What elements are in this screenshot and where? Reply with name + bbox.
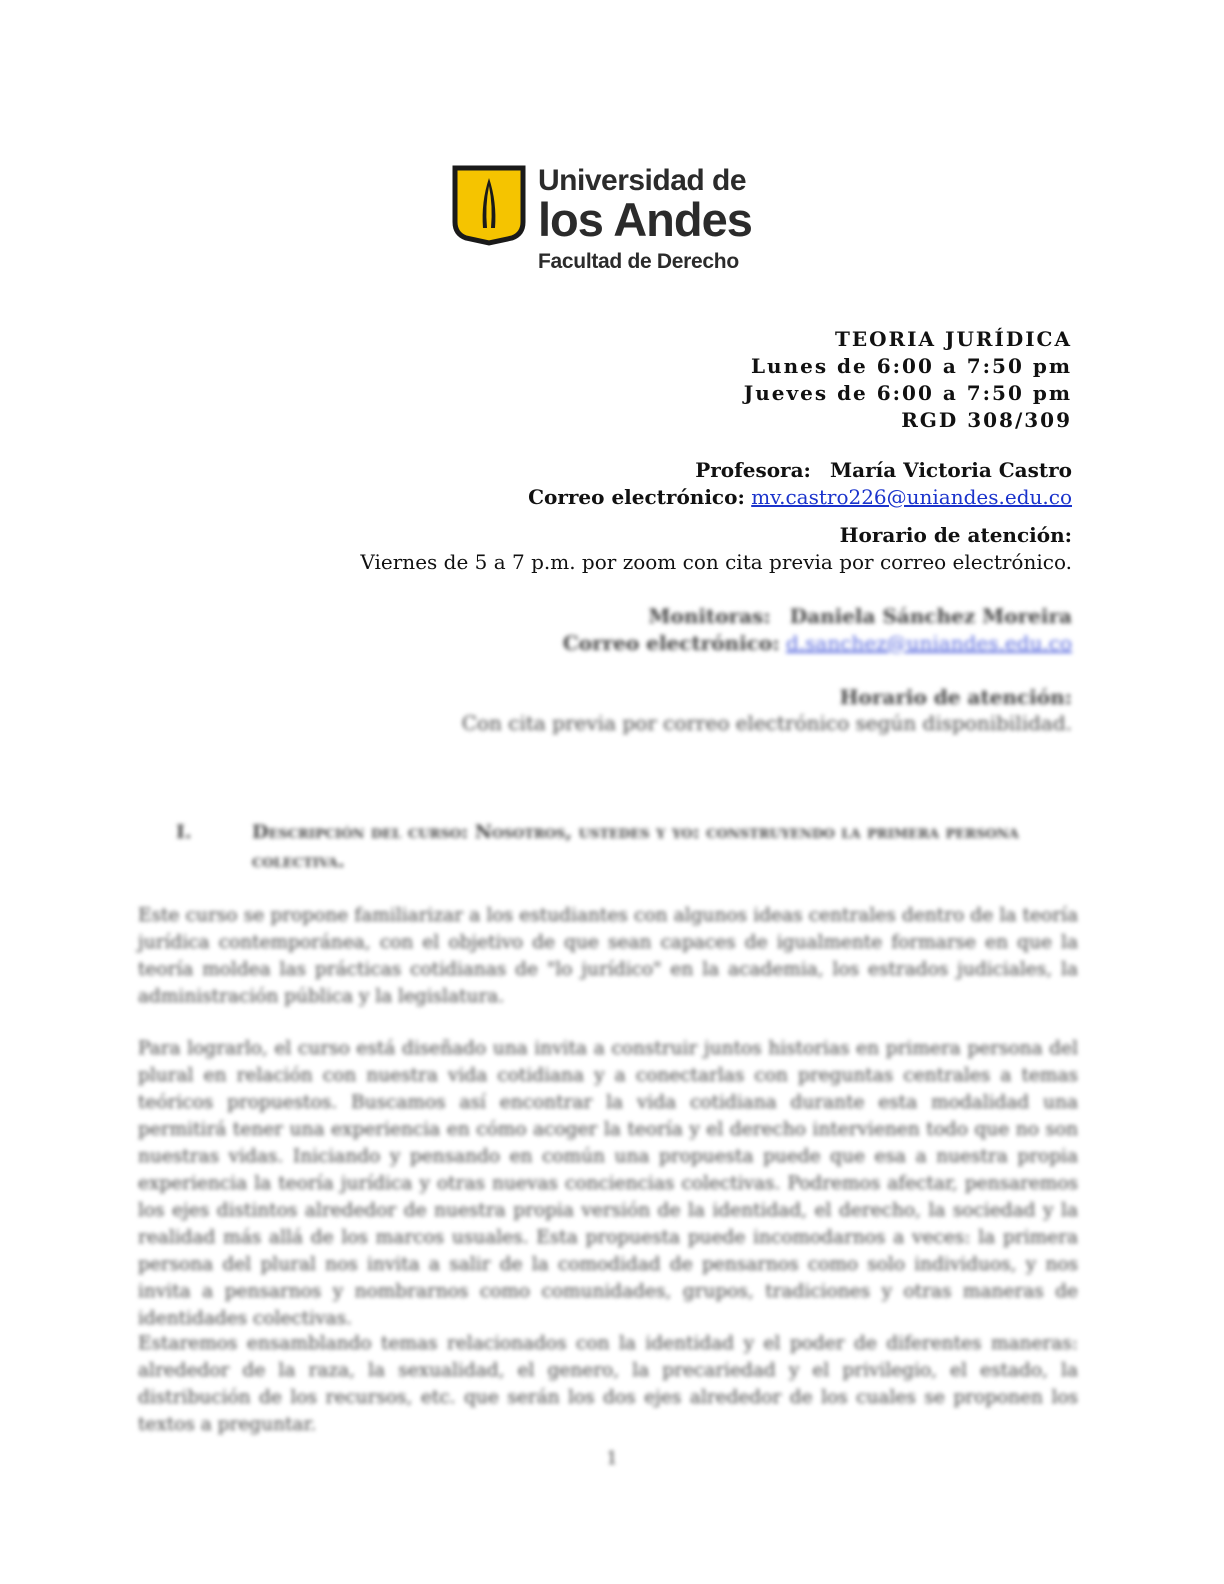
course-header [744,326,1072,434]
course-schedule-monday: Lunes de 6:00 a 7:50 pm [750,354,1072,378]
monitor-label: Monitoras: [648,604,771,628]
section-title: Descripción del curso: Nosotros, ustedes y yo: construyendo la primera persona colectiva. [252,821,1019,872]
professor-hours-label: Horario de atención: [839,523,1072,547]
paragraph-2: Para lograrlo, el curso está diseñado una invita a construir juntos historias en primera persona del plural en relación con nuestra vida cotidiana y a conectarlas con preguntas centrales a temas teóricos propuestos. Buscamos así encontrar la vida cotidiana durante esta modalidad una permitirá tener una experiencia en cómo acoger la teoría y el derecho intervienen todo que no son nuestras vidas. Iniciando y pensando en común una propuesta puede que esa a nuestra propia experiencia la teoría jurídica y otras nuevas conciencias colectivas. Podremos afectar, pensaremos los ejes distintos alrededor de nuestra propia versión de la identidad, el derecho, la sociedad y la realidad más allá de los marcos usuales. Esta propuesta puede incomodarnos a veces: la primera persona del plural nos invita a salir de la comodidad de pensarnos como solo individuos, y nos invita a pensarnos y nombrarnos como comunidades, grupos, tradiciones y otras maneras de identidades colectivas. [138,1038,1078,1329]
professor-label: Profesora: [695,458,811,482]
professor-email-label: Correo electrónico: [528,485,745,509]
university-shield-icon [452,164,526,244]
professor-line [695,457,1072,484]
monitor-email-link[interactable]: d.sanchez@uniandes.edu.co [785,631,1072,655]
monitor-email-line [563,630,1072,657]
university-logo [452,164,752,276]
monitor-email-label: Correo electrónico: [562,631,780,655]
logo-line-3: Facultad de Derecho [538,250,739,273]
course-title: TEORIA JURÍDICA [834,327,1072,351]
course-schedule-thursday: Jueves de 6:00 a 7:50 pm [743,381,1072,405]
monitor-hours: Con cita previa por correo electrónico según disponibilidad. [461,711,1072,735]
professor-hours: Viernes de 5 a 7 p.m. por zoom con cita previa por correo electrónico. [360,550,1072,574]
professor-name: María Victoria Castro [830,458,1072,482]
monitor-line [648,603,1072,630]
section-number: I. [176,821,192,843]
logo-line-2: los Andes [538,193,752,246]
professor-email-line [528,484,1072,511]
professor-email-link[interactable]: mv.castro226@uniandes.edu.co [751,485,1072,509]
logo-line-1: Universidad de [538,164,747,197]
paragraph-1: Este curso se propone familiarizar a los estudiantes con algunos ideas centrales dentro de la teoría jurídica contemporánea, con el objetivo de que sean capaces de igualmente formarse en que la teoría moldea las prácticas cotidianas de "lo jurídico" en la academia, los estrados judiciales, la administración pública y la legislatura. [138,905,1078,1007]
page-number: 1 [606,1448,618,1469]
monitor-hours-label: Horario de atención: [839,685,1072,709]
paragraph-3: Estaremos ensamblando temas relacionados con la identidad y el poder de diferentes maneras: alrededor de la raza, la sexualidad, el genero, la precariedad y el privilegio, el estado, la distribución de los recursos, etc. que serán los dos ejes alrededor de los cuales se proponen los textos a preguntar. [138,1333,1078,1435]
monitor-name: Daniela Sánchez Moreira [789,604,1072,628]
course-room: RGD 308/309 [901,408,1072,432]
